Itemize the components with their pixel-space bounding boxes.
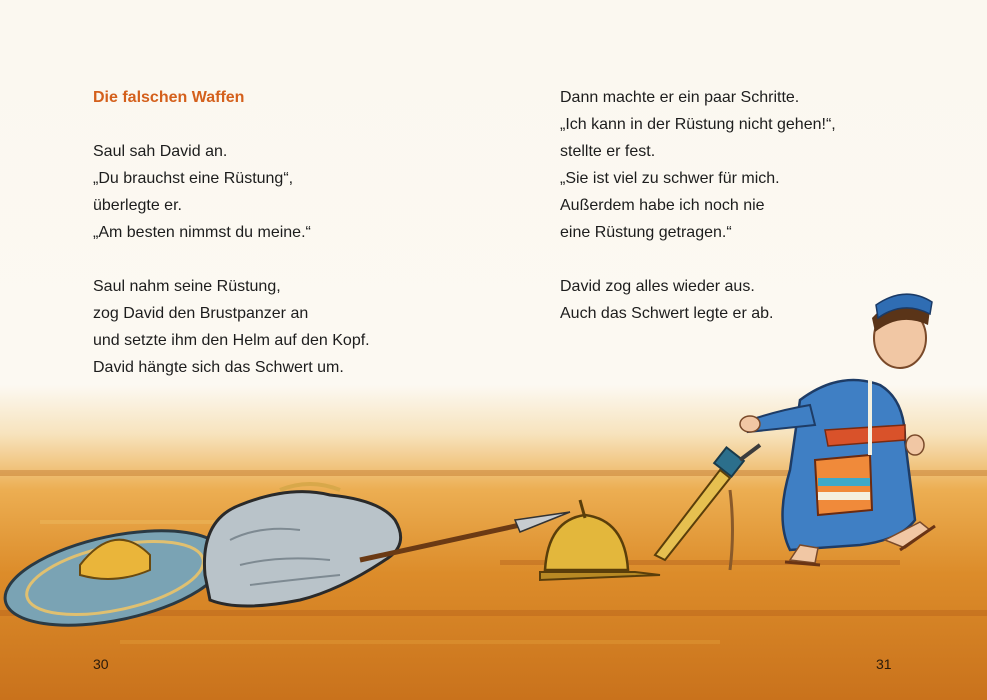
page-number-right: 31 (876, 656, 892, 672)
helmet-illustration (540, 500, 660, 580)
text-line: zog David den Brustpanzer an (93, 305, 309, 322)
stanza (560, 273, 960, 327)
text-line: Saul sah David an. (93, 143, 228, 160)
page-number-left: 30 (93, 656, 109, 672)
shield-illustration (0, 514, 233, 643)
breastplate-illustration (204, 484, 400, 606)
text-line: überlegte er. (93, 197, 182, 214)
sword-illustration (655, 445, 760, 570)
text-line: „Sie ist viel zu schwer für mich. (560, 170, 780, 187)
text-line: Auch das Schwert legte er ab. (560, 305, 774, 322)
stanza (560, 84, 960, 246)
text-line: Dann machte er ein paar Schritte. (560, 89, 800, 106)
story-title: Die falschen Waffen (93, 89, 245, 106)
text-line: eine Rüstung getragen.“ (560, 224, 732, 241)
stanza (93, 138, 523, 246)
text-line: stellte er fest. (560, 143, 656, 160)
stanza (93, 273, 523, 381)
text-line: David hängte sich das Schwert um. (93, 359, 344, 376)
text-line: „Du brauchst eine Rüstung“, (93, 170, 294, 187)
right-page-text (560, 84, 960, 354)
left-page-text (93, 84, 523, 408)
text-line: „Ich kann in der Rüstung nicht gehen!“, (560, 116, 836, 133)
text-line: „Am besten nimmst du meine.“ (93, 224, 311, 241)
text-line: Saul nahm seine Rüstung, (93, 278, 281, 295)
text-line: und setzte ihm den Helm auf den Kopf. (93, 332, 370, 349)
text-line: David zog alles wieder aus. (560, 278, 755, 295)
text-line: Außerdem habe ich noch nie (560, 197, 765, 214)
